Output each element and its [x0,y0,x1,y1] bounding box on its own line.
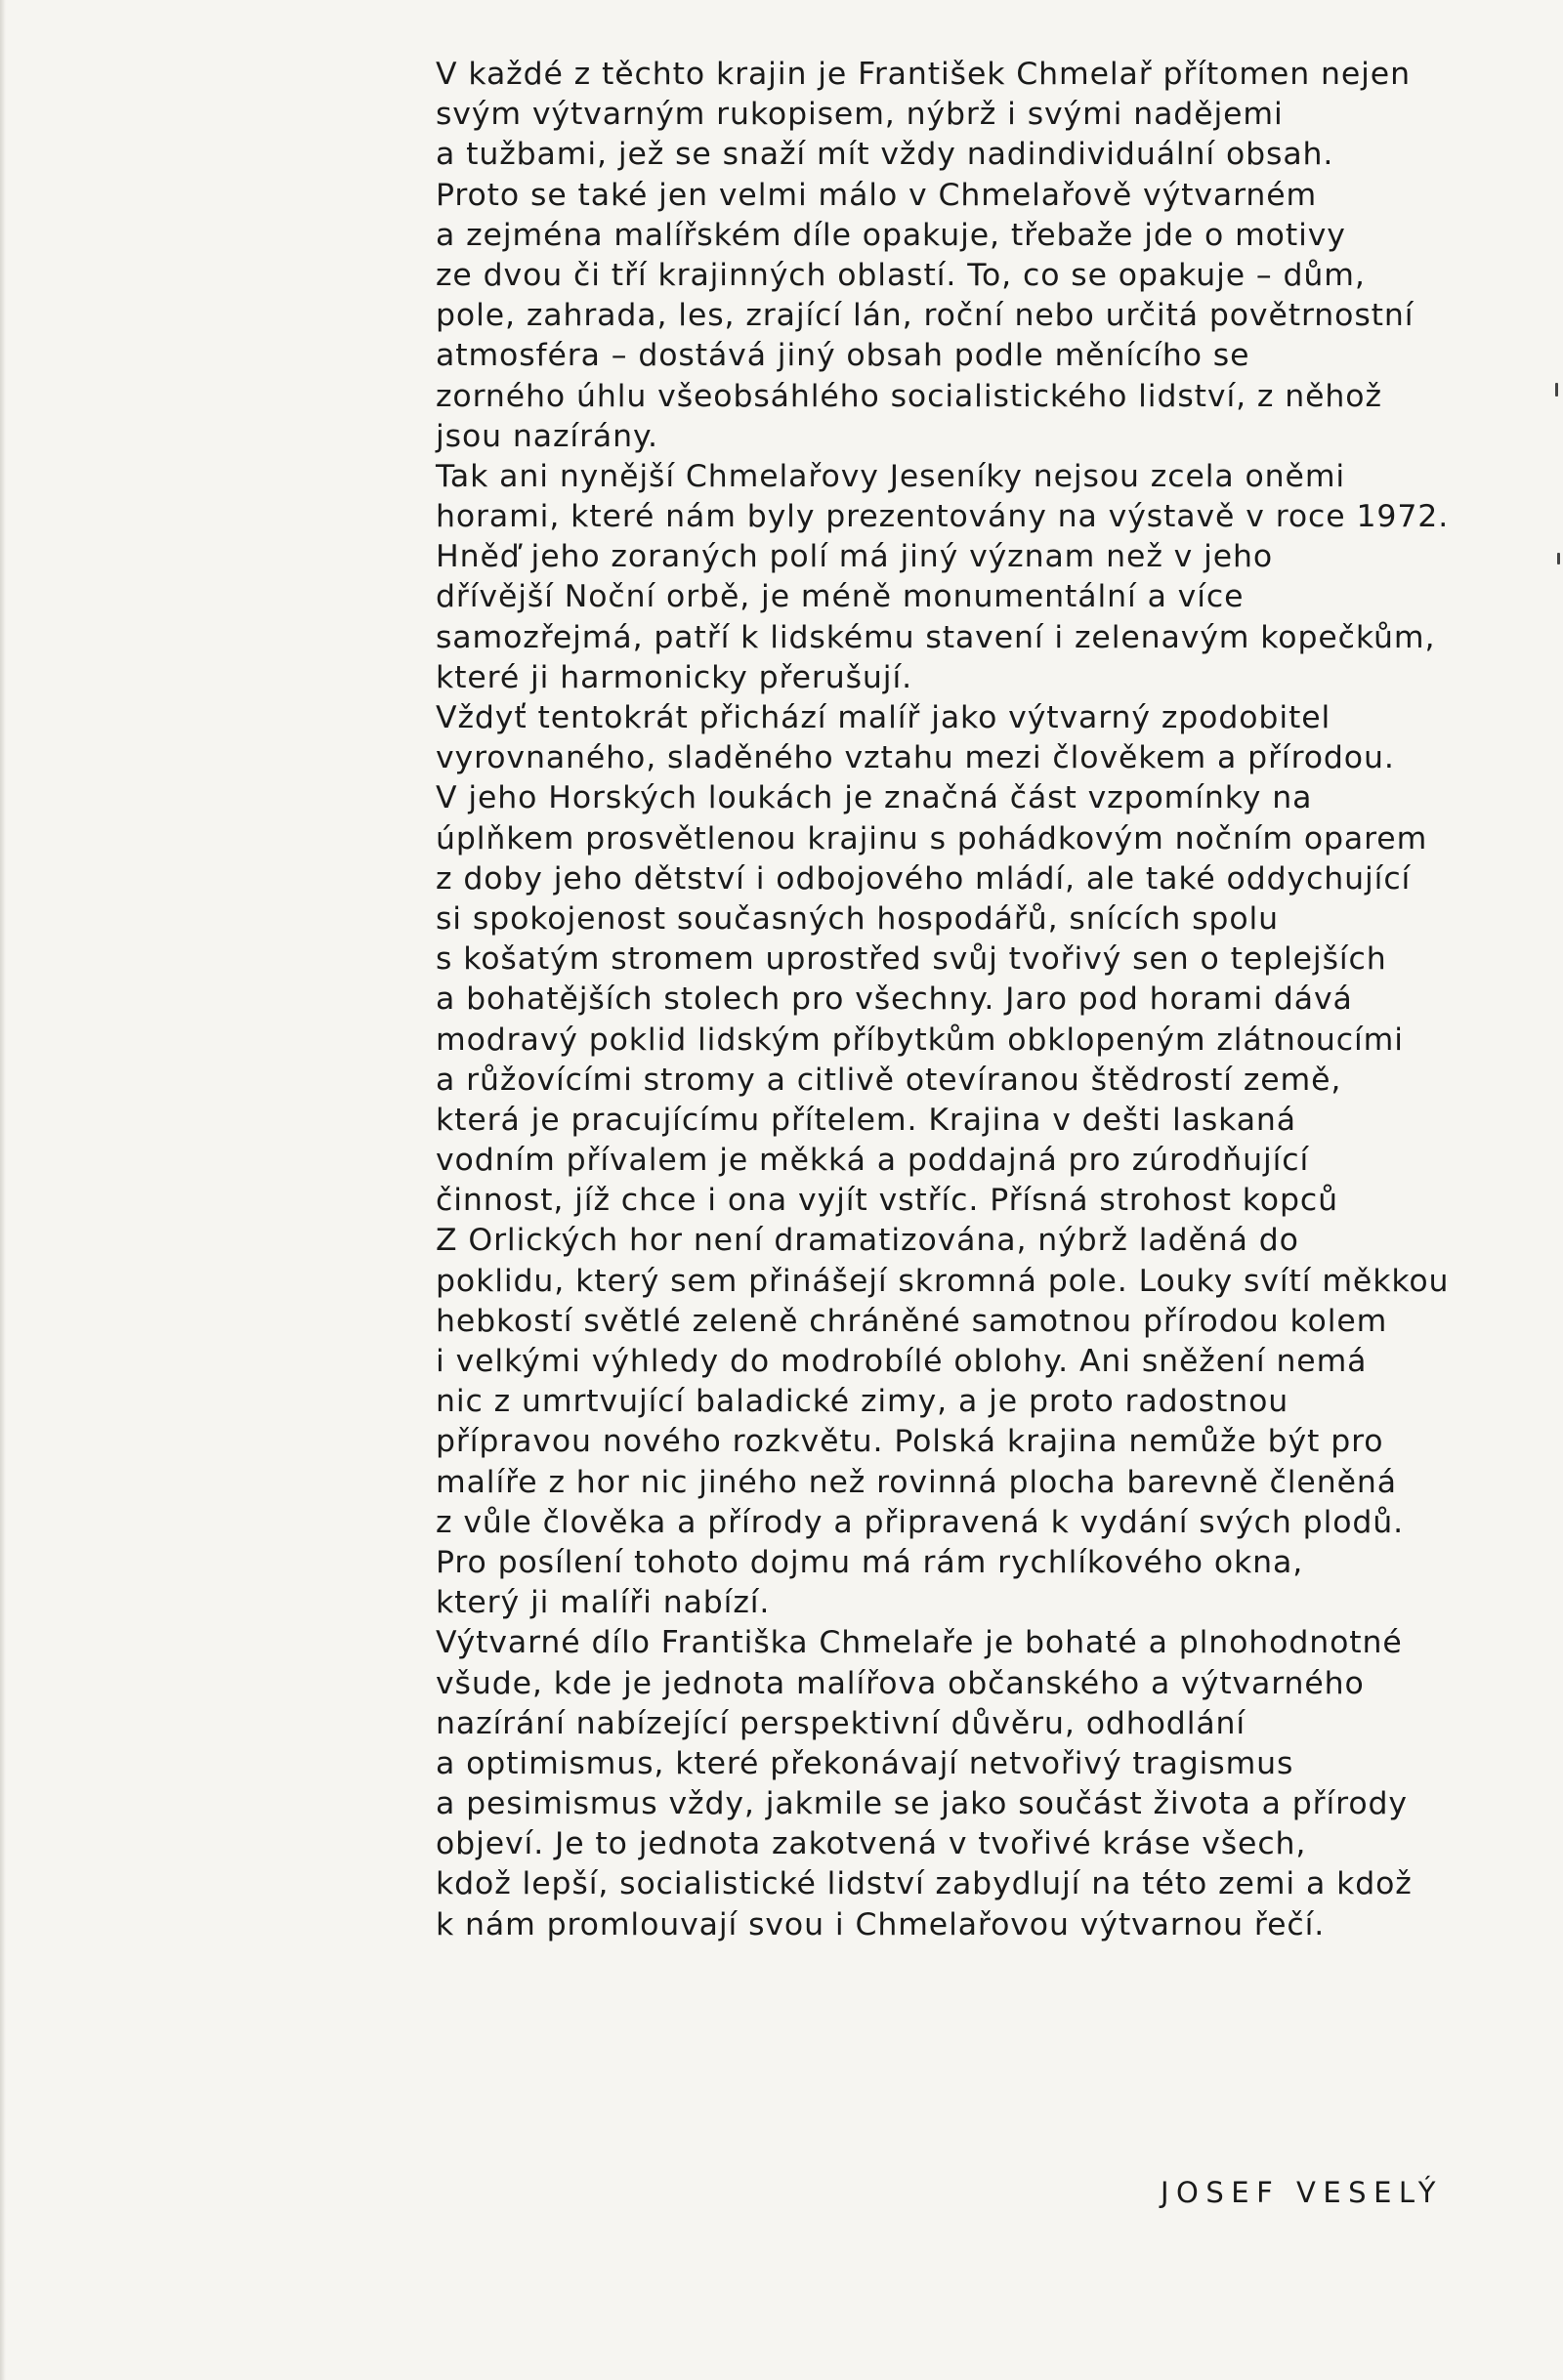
text-line: kdož lepší, socialistické lidství zabydlují na této zemi a kdož [436,1866,1413,1902]
text-line: přípravou nového rozkvětu. Polská krajina nemůže být pro [436,1424,1384,1460]
text-line: úplňkem prosvětlenou krajinu s pohádkovým nočním oparem [436,820,1428,856]
text-line: všude, kde je jednota malířova občanského a výtvarného [436,1665,1365,1701]
body-text [436,55,1481,1945]
text-line: a tužbami, jež se snaží mít vždy nadindividuální obsah. [436,137,1334,173]
text-line: která je pracujícímu přítelem. Krajina v dešti laskaná [436,1102,1296,1138]
text-line: poklidu, který sem přinášejí skromná pole. Louky svítí měkkou [436,1263,1450,1299]
text-line: vodním přívalem je měkká a poddajná pro zúrodňující [436,1143,1310,1179]
text-line: z vůle člověka a přírody a připravená k vydání svých plodů. [436,1504,1405,1540]
text-line: který ji malíři nabízí. [436,1585,771,1621]
text-line: V jeho Horských loukách je značná část vzpomínky na [436,780,1313,816]
text-line: Vždyť tentokrát přichází malíř jako výtvarný zpodobitel [436,700,1331,735]
text-line: z doby jeho dětství i odbojového mládí, ale také oddychující [436,860,1412,897]
text-line: i velkými výhledy do modrobílé oblohy. Ani sněžení nemá [436,1344,1368,1379]
text-line: V každé z těchto krajin je František Chmelař přítomen nejen [436,57,1411,92]
text-line: hebkostí světlé zeleně chráněné samotnou přírodou kolem [436,1303,1388,1339]
text-line: Tak ani nynější Chmelařovy Jeseníky nejsou zcela oněmi [436,458,1346,494]
text-line: objeví. Je to jednota zakotvená v tvořivé kráse všech, [436,1826,1307,1862]
text-line: Výtvarné dílo Františka Chmelaře je bohaté a plnohodnotné [436,1625,1403,1661]
text-line: svým výtvarným rukopisem, nýbrž i svými nadějemi [436,97,1284,133]
text-line: horami, které nám byly prezentovány na výstavě v roce 1972. [436,499,1450,535]
text-line: dřívější Noční orbě, je méně monumentální a více [436,579,1245,615]
text-line: pole, zahrada, les, zrající lán, roční nebo určitá povětrnostní [436,298,1415,334]
text-line: a růžovícími stromy a citlivě otevíranou štědrostí země, [436,1062,1342,1098]
page-edge-shadow [0,0,6,2380]
text-line: Proto se také jen velmi málo v Chmelařově výtvarném [436,177,1318,213]
text-line: Z Orlických hor není dramatizována, nýbrž laděná do [436,1223,1299,1259]
text-line: Pro posílení tohoto dojmu má rám rychlíkového okna, [436,1544,1304,1580]
text-line: a zejména malířském díle opakuje, třebaže jde o motivy [436,217,1346,253]
text-line: nic z umrtvující baladické zimy, a je proto radostnou [436,1384,1289,1420]
text-line: které ji harmonicky přerušují. [436,659,913,695]
text-line: a pesimismus vždy, jakmile se jako součást života a přírody [436,1786,1408,1822]
text-line: vyrovnaného, sladěného vztahu mezi člověkem a přírodou. [436,740,1395,776]
text-line: s košatým stromem uprostřed svůj tvořivý sen o teplejších [436,941,1387,978]
author-signature: JOSEF VESELÝ [1161,2176,1443,2209]
text-line: a bohatějších stolech pro všechny. Jaro pod horami dává [436,981,1353,1018]
text-line: jsou nazírány. [436,418,658,454]
text-line: si spokojenost současných hospodářů, snících spolu [436,900,1280,937]
text-line: modravý poklid lidským příbytkům obklopeným zlátnoucími [436,1022,1404,1058]
text-line: k nám promlouvají svou i Chmelařovou výtvarnou řečí. [436,1906,1326,1942]
text-line: zorného úhlu všeobsáhlého socialistického lidství, z něhož [436,378,1382,414]
text-line: Hněď jeho zoraných polí má jiný význam než v jeho [436,539,1274,575]
text-line: malíře z hor nic jiného než rovinná plocha barevně členěná [436,1464,1397,1500]
text-line: atmosféra – dostává jiný obsah podle měnícího se [436,338,1250,374]
text-line: ze dvou či tří krajinných oblastí. To, co se opakuje – dům, [436,257,1366,293]
scan-edge-mark [1555,383,1558,397]
scan-edge-mark [1557,553,1560,564]
text-line: činnost, jíž chce i ona vyjít vstříc. Přísná strohost kopců [436,1183,1338,1219]
text-line: a optimismus, které překonávají netvořivý tragismus [436,1745,1294,1781]
text-line: samozřejmá, patří k lidskému stavení i zelenavým kopečkům, [436,619,1436,655]
text-line: nazírání nabízející perspektivní důvěru, odhodlání [436,1705,1246,1741]
